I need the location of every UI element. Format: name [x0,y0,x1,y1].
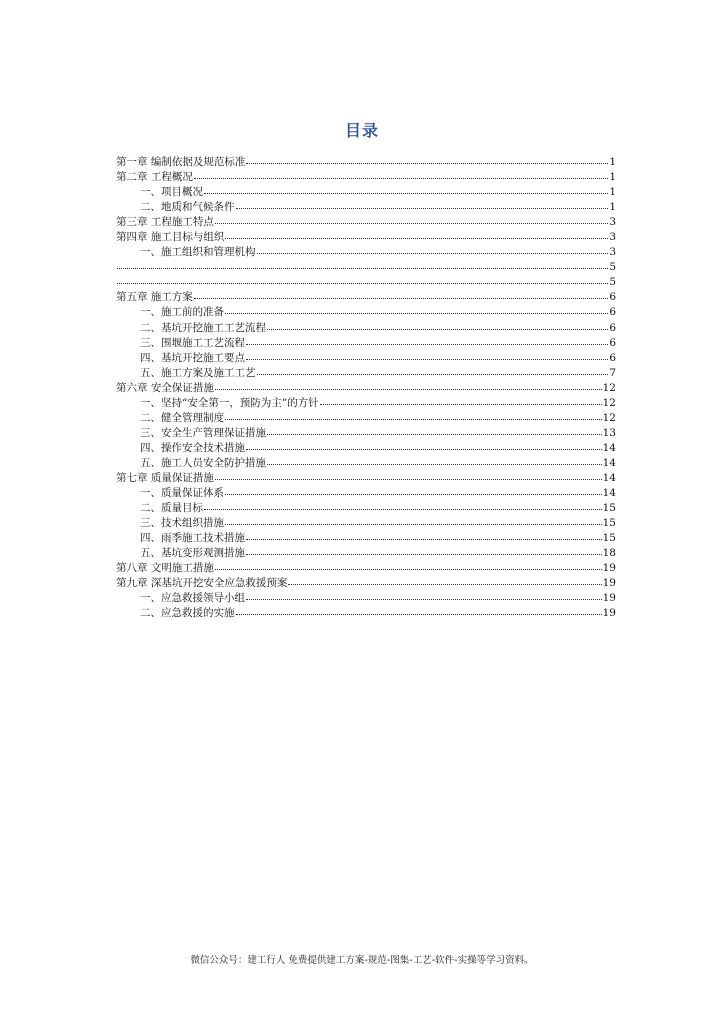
footer-note: 微信公众号：建工行人 免费提供建工方案-规范-图集-工艺-软件-实操等学习资料。 [190,955,534,966]
toc-leader-dots [236,604,602,615]
toc-entry-label: 第五章 施工方案 [116,291,193,304]
toc-entry-page: 13 [602,426,616,439]
toc-entry-label: 第三章 工程施工特点 [116,216,214,229]
toc-entry[interactable] [116,335,616,350]
toc-leader-dots [267,424,602,435]
toc-entry-label: 五、基坑变形观测措施 [140,547,245,560]
toc-leader-dots [215,469,602,480]
toc-entry-page: 12 [602,396,616,409]
toc-entry-page: 6 [609,351,616,364]
toc-entry-page: 19 [602,562,616,575]
toc-entry-label: 四、基坑开挖施工要点 [140,351,245,364]
toc-leader-dots [225,514,602,525]
toc-leader-dots [225,484,602,495]
toc-leader-dots [267,319,608,330]
toc-entry[interactable] [116,169,616,184]
toc-entry[interactable] [116,425,616,440]
toc-entry-label: 第七章 质量保证措施 [116,471,214,484]
toc-leader-dots [117,258,608,269]
toc-entry-page: 5 [609,261,616,274]
toc-entry-page: 6 [609,291,616,304]
toc-entry-page: 19 [602,607,616,620]
toc-entry-label: 第二章 工程概况 [116,171,193,184]
toc-entry[interactable] [116,500,616,515]
toc-entry[interactable] [116,199,616,214]
toc-entry-page: 3 [609,246,616,259]
toc-entry[interactable] [116,410,616,425]
toc-leader-dots [246,153,608,164]
toc-entry[interactable] [116,274,616,289]
toc-entry-label: 二、质量目标 [140,502,203,515]
toc-entry-page: 14 [602,456,616,469]
toc-entry-page: 1 [609,201,616,214]
toc-leader-dots [194,288,608,299]
toc-entry-page: 15 [602,517,616,530]
toc-entry[interactable] [116,380,616,395]
toc-leader-dots [257,364,609,375]
toc-entry[interactable] [116,605,616,620]
toc-leader-dots [225,228,608,239]
toc-leader-dots [246,334,608,345]
toc-leader-dots [320,394,602,405]
page-title: 目录 [344,121,379,140]
toc-leader-dots [225,303,608,314]
toc-entry[interactable] [116,485,616,500]
toc-leader-dots [246,349,608,360]
toc-leader-dots [215,213,608,224]
toc-leader-dots [246,544,602,555]
toc-entry-page: 1 [609,156,616,168]
toc-entry-page: 14 [602,441,616,454]
toc-entry-page: 15 [602,502,616,515]
toc-entry[interactable] [116,590,616,605]
toc-entry[interactable] [116,455,616,470]
toc-leader-dots [225,409,602,420]
toc-entry-label: 二、基坑开挖施工工艺流程 [140,321,266,334]
toc-entry-label: 四、雨季施工技术措施 [140,532,245,545]
toc-entry[interactable] [116,575,616,590]
toc-entry[interactable] [116,545,616,560]
toc-entry[interactable] [116,350,616,365]
toc-entry-page: 1 [609,171,616,184]
toc-entry-label: 一、项目概况 [140,186,203,199]
toc-entry-label: 一、质量保证体系 [140,487,224,500]
toc-entry-label: 三、技术组织措施 [140,517,224,530]
toc-entry[interactable] [116,395,616,410]
toc-leader-dots [215,379,602,390]
toc-entry-page: 5 [609,276,616,289]
toc-entry[interactable] [116,515,616,530]
toc-entry-label: 二、应急救援的实施 [140,607,235,620]
toc-entry-label: 四、操作安全技术措施 [140,441,245,454]
toc-entry-page: 6 [609,321,616,334]
toc-leader-dots [194,168,608,179]
toc-entry[interactable] [116,214,616,229]
toc-entry-label: 五、施工方案及施工工艺 [140,366,256,379]
toc-leader-dots [236,198,609,209]
toc-entry[interactable] [116,320,616,335]
toc-entry-page: 7 [609,366,616,379]
toc-entry-label: 第四章 施工目标与组织 [116,231,225,244]
toc-entry[interactable] [116,304,616,319]
toc-entry-page: 14 [602,487,616,500]
toc-entry[interactable] [116,530,616,545]
toc-entry-label: 一、应急救援领导小组 [140,592,245,605]
table-of-contents [116,154,616,620]
toc-entry[interactable] [116,560,616,575]
toc-entry-page: 1 [609,186,616,199]
toc-entry-page: 19 [602,577,616,590]
toc-entry-page: 14 [602,471,616,484]
toc-entry[interactable] [116,365,616,380]
toc-entry-label: 第九章 深基坑开挖安全应急救援预案 [116,577,288,590]
toc-entry-page: 19 [602,592,616,605]
toc-entry[interactable] [116,229,616,244]
toc-entry-label: 第一章 编制依据及规范标准 [116,156,246,168]
toc-entry-label: 一、施工组织和管理机构 [140,246,256,259]
toc-leader-dots [117,273,608,284]
toc-leader-dots [267,454,602,465]
toc-entry-page: 6 [609,306,616,319]
toc-leader-dots [288,574,601,585]
toc-leader-dots [215,559,602,570]
toc-entry[interactable] [116,184,616,199]
toc-entry-page: 18 [602,547,616,560]
toc-entry-page: 12 [602,381,616,394]
toc-entry-page: 12 [602,411,616,424]
toc-entry[interactable] [116,154,616,169]
toc-entry-label: 三、围堰施工工艺流程 [140,336,245,349]
toc-entry-label: 三、安全生产管理保证措施 [140,426,266,439]
toc-entry[interactable] [116,244,616,259]
toc-entry-label: 第八章 文明施工措施 [116,562,214,575]
toc-leader-dots [246,439,602,450]
toc-entry[interactable] [116,470,616,485]
toc-entry-page: 15 [602,532,616,545]
toc-leader-dots [204,183,608,194]
toc-entry-label: 二、健全管理制度 [140,411,224,424]
toc-entry[interactable] [116,440,616,455]
toc-entry-page: 6 [609,336,616,349]
toc-entry-page: 3 [609,231,616,244]
toc-leader-dots [257,243,609,254]
toc-leader-dots [246,529,602,540]
toc-leader-dots [246,589,602,600]
toc-entry[interactable] [116,259,616,274]
toc-entry-page: 3 [609,216,616,229]
toc-entry[interactable] [116,289,616,304]
toc-leader-dots [204,499,602,510]
toc-entry-label: 五、施工人员安全防护措施 [140,456,266,469]
toc-entry-label: 一、坚持“安全第一，预防为主”的方针 [140,396,319,409]
toc-entry-label: 第六章 安全保证措施 [116,381,214,394]
toc-entry-label: 二、地质和气候条件 [140,201,235,214]
toc-entry-label: 一、施工前的准备 [140,306,224,319]
